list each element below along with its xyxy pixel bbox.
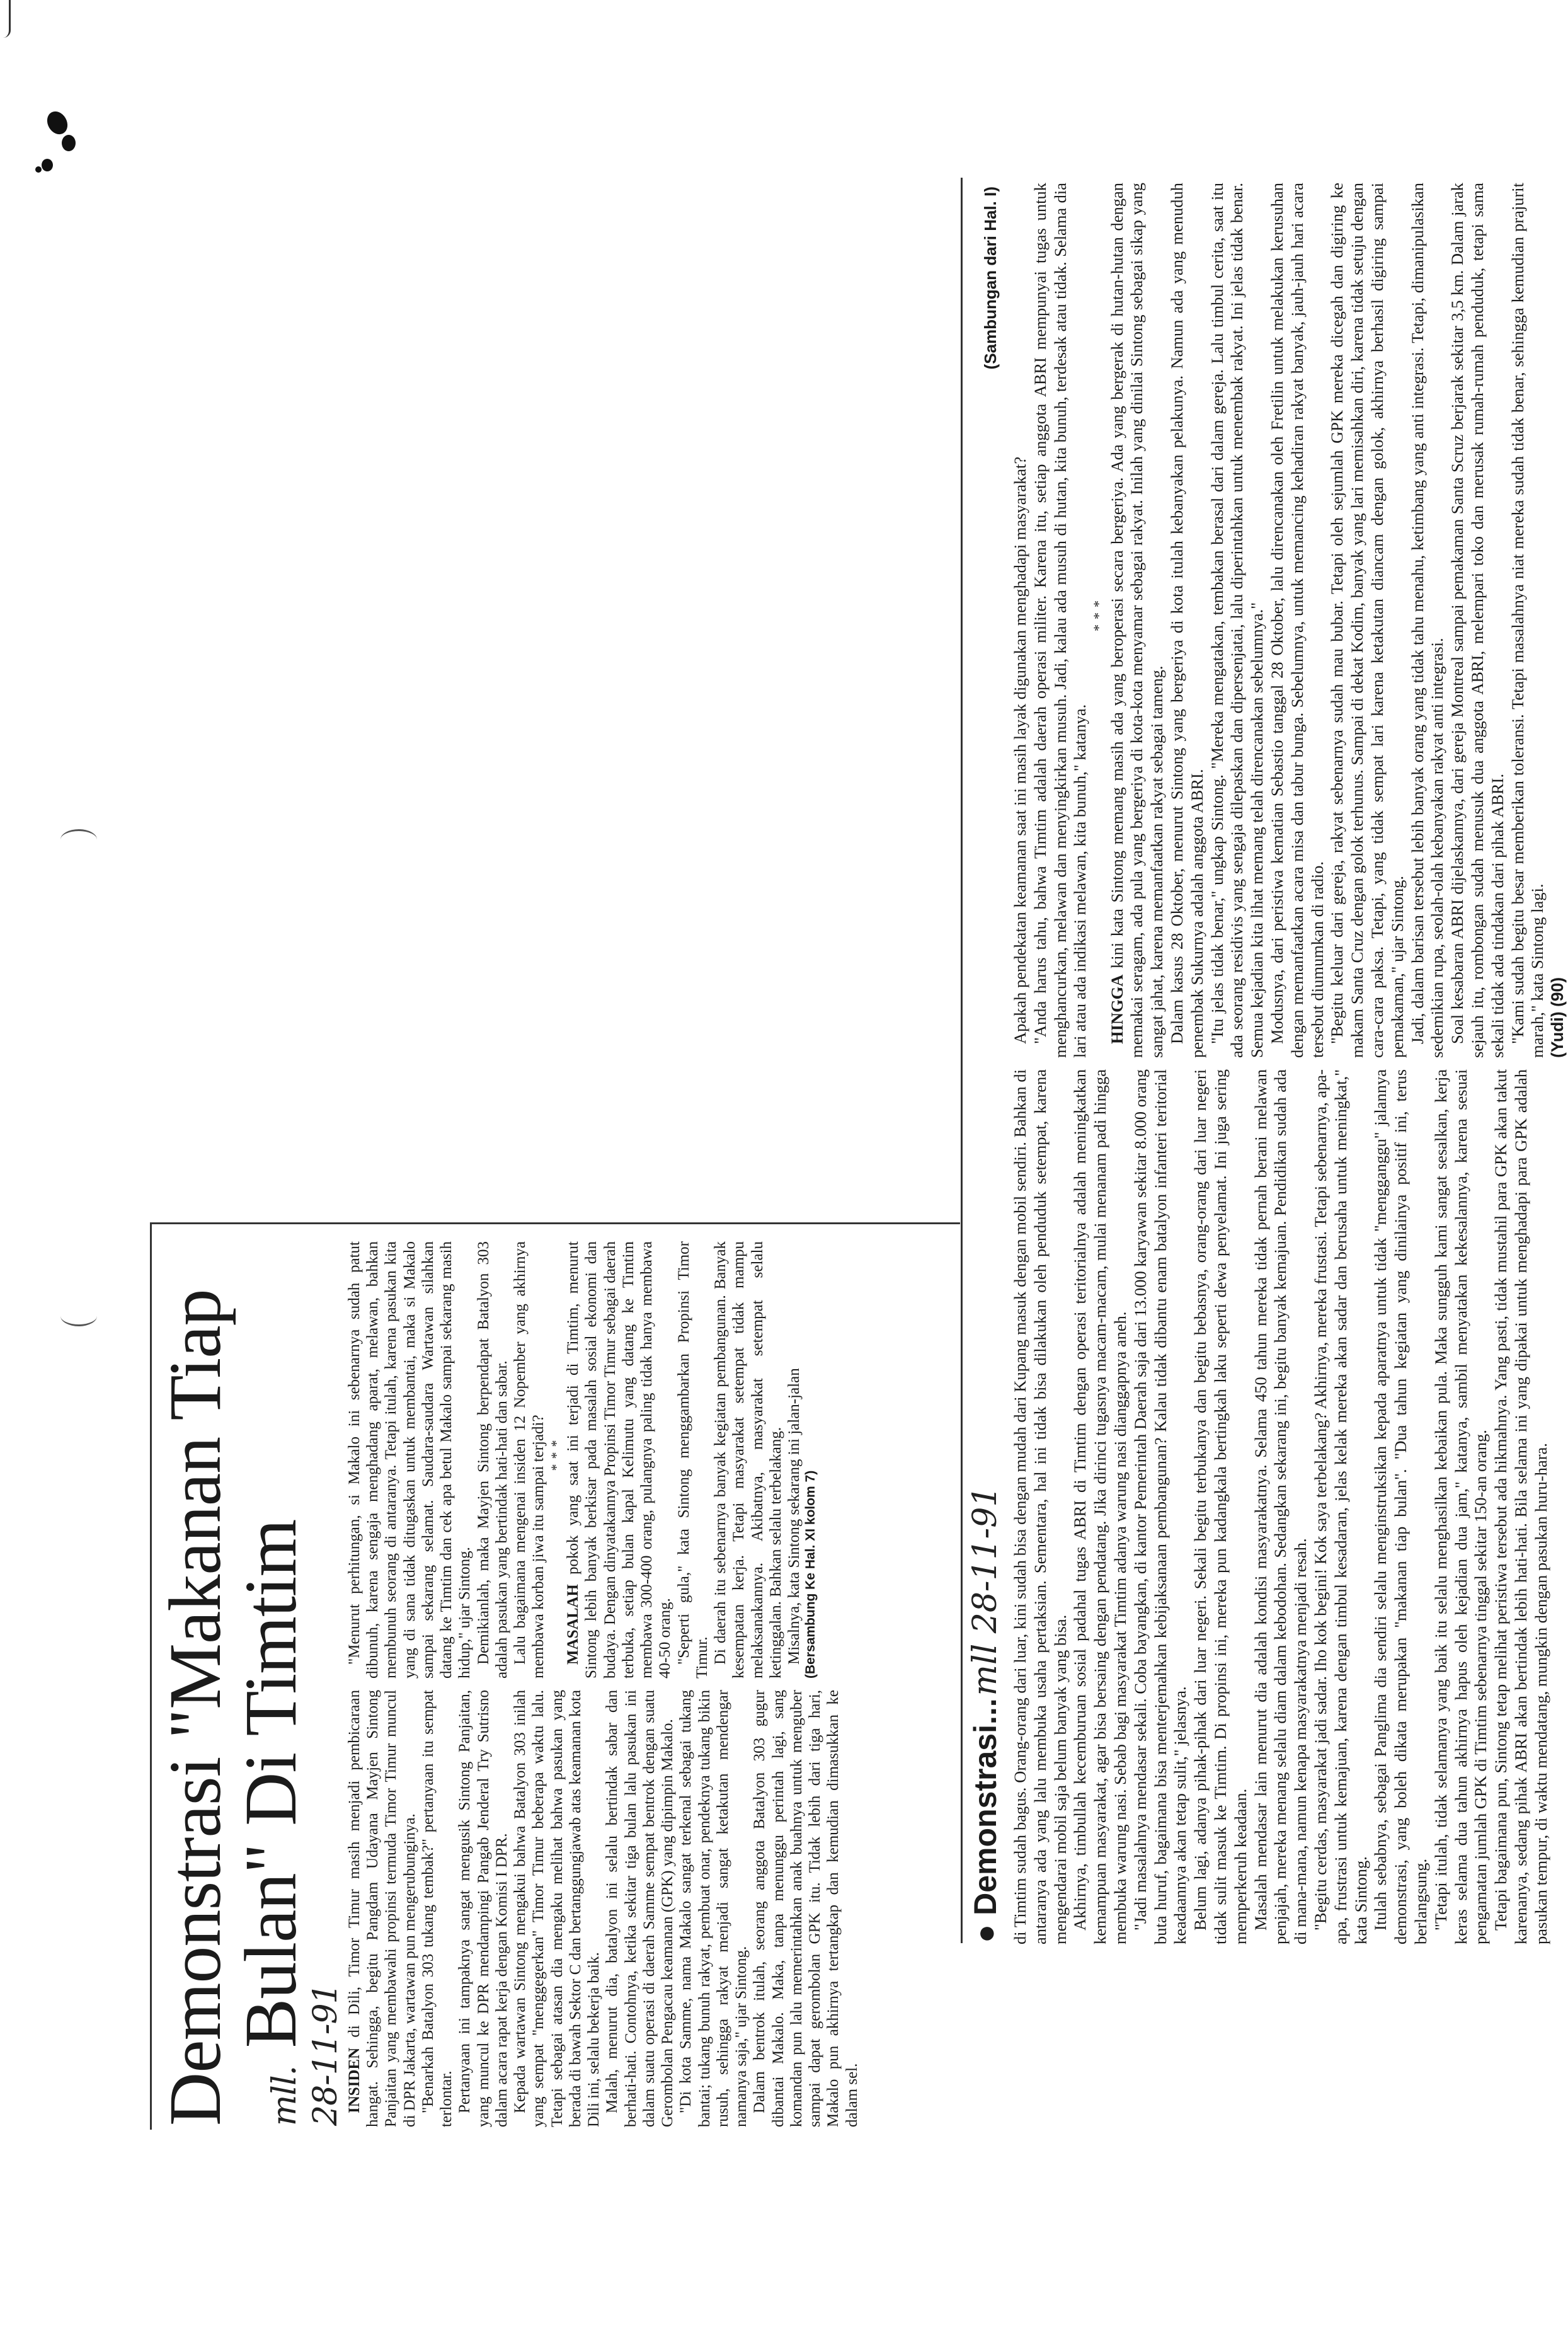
article-paragraph: "Tetapi itulah, tidak selamanya yang baik itu selalu menghasilkan kebaikan pula. Maka sungguh kami sangat sesalkan, kerja keras selama dua tahun akhirnya hapus oleh kejadian dua jam," katanya, sambil menyatakan kekesalannya, karena sesuai pengamatan jumlah GPK di Timtim sebenarnya tinggal sekitar 150-an orang. <box>1431 1069 1491 1944</box>
article-paragraph <box>564 1241 675 1679</box>
article-paragraph: Akhirnya, timbullah kecemburuan sosial padahal tugas ABRI di Timtim dengan operasi teritorialnya adalah meningkatkan kemampuan masyarakat, agar bisa bersaing dengan pendatang. Jika dirinci tugasnya macam-macam, mulai menanam padi hingga membuka warung nasi. Sebab bagi masyarakat Timtim adanya warung nasi dianggapnya aneh. <box>1070 1069 1130 1944</box>
lead-word: HINGGA <box>1107 974 1126 1044</box>
article-paragraph: Apakah pendekatan keamanan saat ini masih layak digunakan menghadapi masyarakat? <box>1010 456 1029 1044</box>
continuation-kicker: ● Demonstrasi... <box>968 1698 1003 1943</box>
article-paragraph: Tetapi bagaimana pun, Sintong tetap melihat peristiwa tersebut ada hikmahnya. Yang pasti, tidak mustahil para GPK akan takut karenanya, sedang pihak ABRI akan bertindak lebih hati-hati. Bila selama ini yang dipakai untuk menghadapi para GPK adalah pasukan tempur, di waktu mendatang, mungkin dengan pasukan huru-hara. <box>1491 1069 1550 1944</box>
article-paragraph: Di daerah itu sebenarnya banyak kegiatan pembangunan. Banyak kesempatan kerja. Tetapi masyarakat setempat tidak mampu melaksanakannya. Akibatnya, masyarakat setempat selalu ketinggalan. Bahkan selalu terbelakang. <box>712 1241 784 1679</box>
continuation-columns <box>1010 183 1568 1944</box>
corner-scrawl-mark <box>0 0 11 38</box>
lead-word: INSIDEN <box>345 2047 363 2113</box>
article-columns <box>345 1241 861 2127</box>
byline: (Yudi) (90) <box>1548 977 1567 1058</box>
article-paragraph: "Begitu cerdas, masyarakat jadi sadar. Iho kok begini! Kok saya terbelakang? Akhirnya, mereka frustasi. Tetapi sebenarnya, apa-apa, frustrasi untuk kemajuan, karena dengan timbul kesadaran, jelas kelak mereka akan sadar dan berusaha untuk meningkat," kata Sintong. <box>1310 1069 1370 1944</box>
punch-hole-mark <box>60 1306 97 1326</box>
article-paragraph: Dalam kasus 28 Oktober, menurut Sintong yang bergeriya di kota itulah kebanyakan pelakunya. Namun ada yang menuduh penembak Sukurnya adalah anggota ABRI. <box>1167 183 1206 1058</box>
article-paragraph: Pertanyaan ini tampaknya sangat mengusik Sintong Panjaitan, yang muncul ke DPR mendampingi Pangab Jenderal Try Sutrisno dalam acara rapat kerja dengan Komisi I DPR. <box>456 1690 510 2127</box>
article-paragraph: "Menurut perhitungan, si Makalo ini sebenarnya sudah patut dibunuh, karena sengaja menghadang aparat, melawan, bahkan membunuh seorang di antaranya. Tetapi itulah, karena pasukan kita yang di sana tidak ditugaskan untuk membantai, maka si Makalo sampai sekarang selamat. Saudara-saudara Wartawan silahkan datang ke Timtim dan cek apa betul Makalo sampai sekarang masih hidup," ujar Sintong. <box>345 1241 474 1679</box>
lead-word: MASALAH <box>564 1584 582 1665</box>
clipping-border-top <box>150 1222 960 1224</box>
article-paragraph: "Seperti gula," kata Sintong menggambarkan Propinsi Timor Timur. <box>675 1241 711 1679</box>
article-paragraph: di Timtim sudah bagus. Orang-orang dari luar, kini sudah bisa dengan mudah dari Kupang masuk dengan mobil sendiri. Bahkan di antaranya ada yang lalu membuka usaha pertaksian. Sementara, hal ini tidak bisa dilakukan oleh penduduk setempat, karena mengendarai mobil saja belum banyak yang bisa. <box>1010 1069 1070 1944</box>
headline-line-2-row <box>229 1241 312 2126</box>
article-paragraph: Soal kesabaran ABRI dijelaskannya, dari gereja Montreal sampai pemakaman Santa Scruz berjarak sekitar 3,5 km. Dalam jarak sejauh itu, rombongan sudah menusuk dua anggota ABRI, melempari toko dan merusak rumah-rumah penduduk, tetapi sama sekali tidak ada tindakan dari pihak ABRI. <box>1448 183 1507 1058</box>
ink-blot <box>42 159 53 171</box>
article-paragraph <box>1107 183 1167 1058</box>
continuation-header <box>966 187 1004 1943</box>
paragraph-text: di Dili, Timor Timur masih menjadi pembicaraan hangat. Sehingga, begitu Pangdam Udayana Mayjen Sintong Panjaitan yang membawahi propinsi termuda Timor Timur muncul di DPR Jakarta, wartawan pun mengerubunginya. <box>345 1690 418 2127</box>
article-column-2 <box>345 1241 861 1679</box>
ink-blot <box>62 135 76 151</box>
article-paragraph: Jadi, dalam barisan tersebut lebih banyak orang yang tidak tahu menahu, ketimbang yang anti integrasi. Tetapi, dimanipulasikan sedemikian rupa, seolah-olah kebanyakan rakyat anti integrasi. <box>1407 183 1447 1058</box>
article-paragraph: "Itu jelas tidak benar," ungkap Sintong. "Mereka mengatakan, tembakan berasal dari dalam gereja. Lalu timbul cerita, saat itu ada seorang residivis yang sengaja dilepaskan dan dipersenjatai, lalu diperintahkan untuk menembak rakyat. Ini jelas tidak benar. Semua kejadian kita lihat memang telah direncanakan sebelumnya." <box>1207 183 1267 1058</box>
continued-on-label: (Bersambung Ke Hal. XI kolom 7) <box>803 1470 818 1679</box>
continuation-kicker-row <box>966 1486 1004 1943</box>
article-paragraph: "Kami sudah begitu besar memberikan toleransi. Tetapi masalahnya niat mereka sudah tidak benar, sehingga kemudian prajurit marah," kata Sintong lagi. <box>1508 183 1547 1058</box>
article-paragraph: Lalu bagaimana mengenai insiden 12 Nopember yang akhirnya membawa korban jiwa itu sampai terjadi? <box>512 1241 547 1679</box>
paragraph-text: pokok yang saat ini terjadi di Timtim, menurut Sintong lebih banyak berkisar pada masalah sosial ekonomi dan budaya. Dengan dinyatakannya Propinsi Timor Timur sebagai daerah terbuka, setiap bulan kapal Kelimutu yang datang ke Timtim membawa 300-400 orang, pulangnya paling tidak hanya membawa 40-50 orang. <box>564 1241 674 1679</box>
headline-line-2: Bulan" Di Timtim <box>229 1519 312 2048</box>
ink-blot <box>43 108 72 138</box>
continuation-column-2 <box>1010 183 1568 1058</box>
article-paragraph: Kepada wartawan Sintong mengakui bahwa Batalyon 303 inilah yang sempat "menggegerkan" Timor Timur beberapa waktu lalu. Tetapi sebagai atasan dia mengaku melihat bahwa pasukan yang berada di bawah Sektor C dan bertanggungjawab atas keamanan kota Dili ini, selalu bekerja baik. <box>512 1690 602 2127</box>
handwritten-source-note: mll. <box>266 2065 304 2126</box>
article-paragraph: Masalah mendasar lain menurut dia adalah kondisi masyarakatnya. Selama 450 tahun mereka tidak pernah berani melawan penjajah, mereka menang selalu diam dalam kebodohan. Sedangkan sekarang ini, begitu banyak kemajuan. Pendidikan sudah ada di mana-mana, namun kenapa masyarakatnya menjadi resah. <box>1250 1069 1310 1944</box>
article-paragraph: Itulah sebabnya, sebagai Panglima dia sendiri selalu menginstruksikan kepada aparatnya untuk tidak "mengganggu" jalannya demonstrasi, yang boleh dikata merupakan "makanan tiap bulan". "Dua tahun kegiatan yang dinilainya positif ini, terus berlangsung. <box>1371 1069 1430 1944</box>
clipping-border-left <box>150 1222 152 2130</box>
article-headline <box>154 1241 345 2126</box>
article-paragraph: Misalnya, kata Sintong sekarang ini jalan-jalan <box>786 1368 803 1665</box>
headline-line-1: Demonstrasi "Makanan Tiap <box>154 1289 236 2126</box>
section-break: *** <box>1090 595 1107 631</box>
handwritten-date-note: mll 28-11-91 <box>966 1486 1004 1696</box>
continued-from-label: (Sambungan dari Hal. I) <box>981 187 1000 370</box>
article-paragraph: Malah, menurut dia, batalyon ini selalu bertindak sabar dan berhati-hati. Contohnya, ketika sekitar tiga bulan lalu pasukan ini dalam suatu operasi di daerah Samme sempat bentrok dengan suatu Gerombolan Pengacau keamanan (GPK) yang dipimpin Makalo. <box>604 1690 676 2127</box>
article-column-1 <box>345 1690 861 2127</box>
article-paragraph: "Benarkah Batalyon 303 tukang tembak?" pertanyaan itu sempat terlontar. <box>419 1690 455 2127</box>
article-paragraph: "Anda harus tahu, bahwa Timtim adalah daerah operasi militer. Karena itu, setiap anggota ABRI mempunyai tugas untuk menghancurkan, melawan dan menyingkirkan musuh. Jadi, kalau ada musuh di hutan, kita bunuh, terdesak atau tidak. Selama dia lari atau ada indikasi melawan, kita bunuh," katanya. <box>1030 183 1090 1058</box>
article-paragraph: Demikianlah, maka Mayjen Sintong berpendapat Batalyon 303 adalah pasukan yang bertindak hati-hati dan sabar. <box>474 1241 510 1679</box>
handwritten-date-note: 28-11-91 <box>306 1983 345 2126</box>
article-paragraph: Modusnya, dari peristiwa kematian Sebastio tanggal 28 Oktober, lalu direncanakan oleh Fretilin untuk melakukan kerusuhan dengan memanfaatkan acara misa dan tabur bunga. Sebelumnya, untuk memancing kehadiran rakyat banyak, jauh-jauh hari acara tersebut diumumkan di radio. <box>1267 183 1327 1058</box>
continuation-column-1 <box>1010 1069 1568 1944</box>
article-paragraph: Belum lagi, adanya pihak-pihak dari luar negeri. Sekali begitu terbukanya dan begitu bebasnya, orang-orang dari luar negeri tidak sulit masuk ke Timtim. Di propinsi ini, mereka pun kadangkala bertingkah laku seperti dewa penyelamat. Ini juga sering memperkeruh keadaan. <box>1191 1069 1250 1944</box>
kicker-text: Demonstrasi... <box>968 1698 1003 1915</box>
punch-hole-mark <box>60 829 97 850</box>
article-paragraph <box>345 1690 419 2127</box>
paragraph-text: kini kata Sintong memang masih ada yang beroperasi secara bergeriya. Ada yang bergerak di hutan-hutan dengan memakai seragam, ada pula yang bergeriya di kota-kota menyamar sebagai rakyat. Inilah yang dinilai Sintong sebagai sikap yang sangat jahat, karena memanfaatkan rakyat sebagai tameng. <box>1107 183 1167 1058</box>
article-paragraph: "Begitu keluar dari gereja, rakyat sebenarnya sudah mau bubar. Tetapi oleh sejumlah GPK mereka dicegah dan digiring ke makam Santa Cruz dengan golok terhunus. Sampai di dekat Kodim, banyak yang lari memisahkan diri, karena tidak setuju dengan cara-cara paksa. Tetapi, yang tidak sempat lari karena ketakutan diancam dengan golok, akhirnya berhasil digiring sampai pemakaman," ujar Sintong. <box>1327 183 1407 1058</box>
article-paragraph: "Jadi masalahnya mendasar sekali. Coba bayangkan, di kantor Pemerintah Daerah saja dari 13.000 karyawan sekitar 8.000 orang buta huruf, bagaimana bisa menterjemahkan kebijaksanaan pembangunan? Kalau tidak dibantu enam batalyon infanteri teritorial keadaannya akan tetap sulit," jelasnya. <box>1130 1069 1190 1944</box>
continuation-article <box>964 183 1567 1947</box>
main-article <box>154 1241 1099 2130</box>
article-paragraph: "Di kota Samme, nama Makalo sangat terkenal sebagai tukang bantai; tukang bunuh rakyat, pembuat onar, pendeknya tukang bikin rusuh, sehingga rakyat menjadi sangat ketakutan mendengar namanya saja," ujar Sintong. <box>677 1690 750 2127</box>
article-paragraph: Dalam bentrok itulah, seorang anggota Batalyon 303 gugur dibantai Makalo. Maka, tanpa menunggu perintah lagi, sang komandan pun lalu memerintahkan anak buahnya untuk menguber sampai dapat gerombolan GPK itu. Tidak lebih dari tiga hari, Makalo pun akhirnya tertangkap dan kemudian dimasukkan ke dalam sel. <box>751 1690 861 2127</box>
ink-blot <box>35 166 42 173</box>
section-break: *** <box>547 1435 564 1471</box>
